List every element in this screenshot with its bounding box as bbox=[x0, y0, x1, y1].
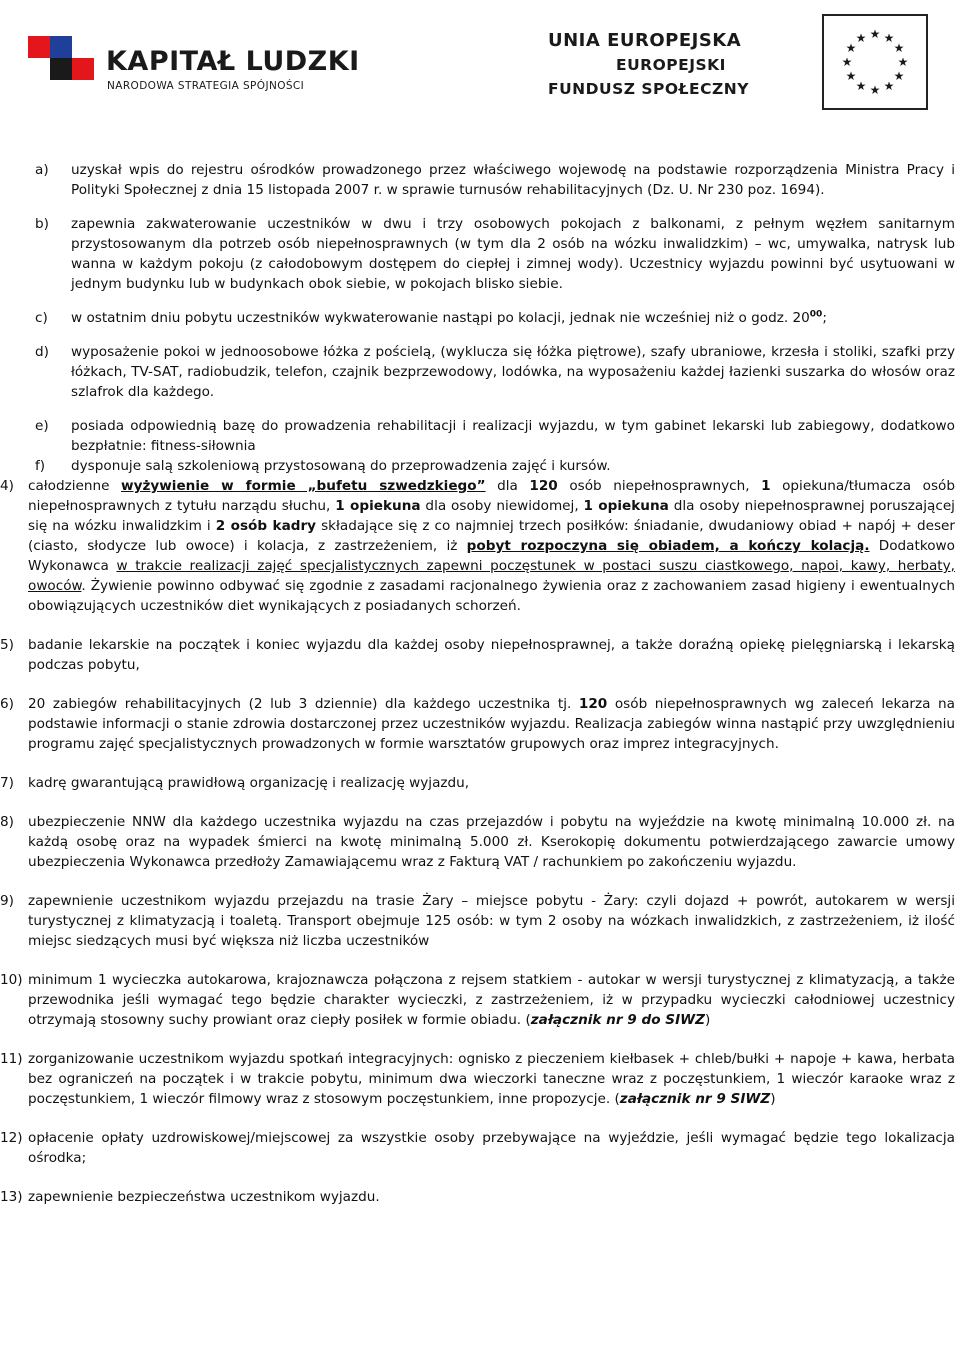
p4-text-9: dla osoby niewidomej, bbox=[420, 498, 584, 514]
item-text: w ostatnim dniu pobytu uczestników wykwaterowanie nastąpi po kolacji, jednak nie wcześniej niż o godz. 20 bbox=[71, 310, 810, 326]
logo-square-red bbox=[28, 36, 50, 58]
eu-logo-line3: FUNDUSZ SPOŁECZNY bbox=[548, 80, 749, 98]
item-label: a) bbox=[35, 162, 49, 178]
p4-text-11: dla osoby niepełnosprawnej poruszającej się na wózku inwalidzkim i bbox=[28, 498, 955, 534]
item-text: zapewnienie bezpieczeństwa uczestnikom wyjazdu. bbox=[28, 1189, 380, 1205]
svg-text:★: ★ bbox=[855, 79, 867, 93]
svg-text:★: ★ bbox=[883, 79, 895, 93]
eu-logo-line2: EUROPEJSKI bbox=[616, 56, 726, 74]
svg-text:★: ★ bbox=[845, 69, 857, 83]
p6-text-1: 20 zabiegów rehabilitacyjnych (2 lub 3 dziennie) dla każdego uczestnika tj. bbox=[28, 696, 579, 712]
list-item-11 bbox=[0, 1049, 955, 1109]
item-label: 6) bbox=[0, 696, 14, 712]
logo-square-dark bbox=[50, 58, 72, 80]
list-item-9 bbox=[0, 891, 955, 951]
logo-subtitle: NARODOWA STRATEGIA SPÓJNOŚCI bbox=[107, 80, 305, 92]
item-text: uzyskał wpis do rejestru ośrodków prowadzonego przez właściwego wojewodę na podstawie rozporządzenia Ministra Pracy i Polityki Społecznej z dnia 15 listopada 2007 r. w sprawie turnusów rehabilitacyjnych (Dz. U. Nr 230 poz. 1694). bbox=[71, 162, 955, 198]
item-label: 13) bbox=[0, 1189, 23, 1205]
list-item-a bbox=[0, 160, 955, 200]
p4-buffet: wyżywienie w formie „bufetu szwedzkiego” bbox=[121, 478, 486, 494]
list-item-f bbox=[0, 456, 955, 476]
item-text: wyposażenie pokoi w jednoosobowe łóżka z pościelą, (wyklucza się łóżka piętrowe), szafy ubraniowe, krzesła i stoliki, szafki przy łóżkach, TV-SAT, radiobudzik, telefon, czajnik bezprzewodowy, lodówka, na wyposażeniu każdej łazienki suszarka do włosów oraz szlafrok dla każdego. bbox=[71, 344, 955, 400]
p4-kadra: 2 osób kadry bbox=[215, 518, 317, 534]
svg-text:★: ★ bbox=[893, 41, 905, 55]
kapital-ludzki-logo bbox=[28, 14, 388, 94]
svg-text:★: ★ bbox=[897, 55, 909, 69]
item-end: ; bbox=[822, 310, 827, 326]
p4-pobyt: pobyt rozpoczyna się obiadem, a kończy kolacją. bbox=[466, 538, 870, 554]
p11-attachment: załącznik nr 9 SIWZ bbox=[619, 1091, 771, 1107]
document-body bbox=[0, 160, 960, 1207]
item-text: opłacenie opłaty uzdrowiskowej/miejscowej za wszystkie osoby przebywające na wyjeździe, jeśli wymagać będzie tego lokalizacja ośrodka; bbox=[28, 1130, 955, 1166]
p4-text-3: dla bbox=[485, 478, 530, 494]
item-label: b) bbox=[35, 216, 49, 232]
p4-text-15: Dodatkowo Wykonawca bbox=[28, 538, 955, 574]
item-label: 11) bbox=[0, 1051, 23, 1067]
list-item-5 bbox=[0, 635, 955, 675]
p6-count: 120 bbox=[578, 696, 608, 712]
item-label: 4) bbox=[0, 478, 14, 494]
p4-text-17: . Żywienie powinno odbywać się zgodnie z zasadami racjonalnego żywienia oraz z zachowaniem zasad higieny i ewentualnych obowiązujących uczestników diet wynikających z posiadanych schorzeń. bbox=[28, 578, 955, 614]
item-label: c) bbox=[35, 310, 48, 326]
p4-text-7: opiekuna/tłumacza osób niepełnosprawnych z tytułu narządu słuchu, bbox=[28, 478, 955, 514]
list-item-8 bbox=[0, 812, 955, 872]
item-text: ubezpieczenie NNW dla każdego uczestnika wyjazdu na czas przejazdów i pobytu na wyjeździe na kwotę minimalną 10.000 zł. na każdą osobę oraz na wypadek śmierci na kwotę minimalną 5.000 zł. Kserokopię dokumentu potwierdzającego zawarcie umowy ubezpieczenia Wykonawca przedłoży Zamawiającemu wraz z Fakturą VAT / rachunkiem po zakończeniu wyjazdu. bbox=[28, 814, 955, 870]
item-label: 12) bbox=[0, 1130, 23, 1146]
svg-text:★: ★ bbox=[845, 41, 857, 55]
item-label: 9) bbox=[0, 893, 14, 909]
list-item-6 bbox=[0, 694, 955, 754]
list-item-4 bbox=[0, 476, 955, 616]
svg-text:★: ★ bbox=[869, 83, 881, 97]
svg-text:★: ★ bbox=[869, 27, 881, 41]
svg-text:★: ★ bbox=[855, 31, 867, 45]
logo-square-red-2 bbox=[72, 58, 94, 80]
item-text: zapewnienie uczestnikom wyjazdu przejazdu na trasie Żary – miejsce pobytu - Żary: czyli dojazd + powrót, autokarem w wersji turystycznej z klimatyzacją i toaletą. Transport obejmuje 125 osób: w tym 2 osoby na wózkach inwalidzkich, z zastrzeżeniem, iż ilość miejsc siedzących musi być większa niż liczba uczestników bbox=[28, 893, 955, 949]
logo-square-blue bbox=[50, 36, 72, 58]
list-item-d bbox=[0, 342, 955, 402]
item-text: badanie lekarskie na początek i koniec wyjazdu dla każdej osoby niepełnosprawnej, a także doraźną opiekę pielęgniarską i lekarską podczas pobytu, bbox=[28, 637, 955, 673]
p4-count: 120 bbox=[529, 478, 558, 494]
item-text: posiada odpowiednią bazę do prowadzenia rehabilitacji i realizacji wyjazdu, w tym gabinet lekarski lub zabiegowy, dodatkowo bezpłatnie: fitness-siłownia bbox=[71, 418, 955, 454]
p4-text-5: osób niepełnosprawnych, bbox=[557, 478, 762, 494]
item-text: zapewnia zakwaterowanie uczestników w dwu i trzy osobowych pokojach z balkonami, z pełnym węzłem sanitarnym przystosowanym dla potrzeb osób niepełnosprawnych (w tym dla 2 osób na wózku inwalidzkim) – wc, umywalka, natrysk lub wanna w każdym pokoju (z całodobowym dostępem do ciepłej i zimnej wody). Uczestnicy wyjazdu powinni być usytuowani w jednym budynku lub w budynkach obok siebie, w pokojach blisko siebie. bbox=[71, 216, 955, 292]
list-item-12 bbox=[0, 1128, 955, 1168]
p4-opiekun-2: 1 opiekuna bbox=[583, 498, 669, 514]
p6-text-3: osób niepełnosprawnych wg zaleceń lekarza na podstawie informacji o stanie zdrowia dostarczonej przez uczestników wyjazdu. Realizacja zabiegów winna nastąpić przy uwzględnieniu programu zajęć specjalistycznych prowadzonych w formie warsztatów grupowych oraz imprez integracyjnych. bbox=[28, 696, 955, 752]
list-item-13 bbox=[0, 1187, 955, 1207]
p10-attachment: załącznik nr 9 do SIWZ bbox=[530, 1012, 705, 1028]
p11-text-3: ) bbox=[770, 1091, 776, 1107]
item-label: 5) bbox=[0, 637, 14, 653]
item-label: 10) bbox=[0, 972, 23, 988]
p4-text-13: składające się z co najmniej trzech posiłków: śniadanie, dwudaniowy obiad + napój + deser (ciasto, słodycze lub owoce) i kolacja, z zastrzeżeniem, iż bbox=[28, 518, 955, 554]
item-label: e) bbox=[35, 418, 49, 434]
svg-text:★: ★ bbox=[893, 69, 905, 83]
item-text: kadrę gwarantującą prawidłową organizację i realizację wyjazdu, bbox=[28, 775, 470, 791]
p4-text-1: całodzienne bbox=[28, 478, 122, 494]
eu-logo bbox=[548, 14, 948, 104]
p10-text-1: minimum 1 wycieczka autokarowa, krajoznawcza połączona z rejsem statkiem - autokar w wersji turystycznej z klimatyzacją, a także przewodnika jeśli wymagać tego będzie charakter wycieczki, z zastrzeżeniem, iż w przypadku wycieczki całodniowej uczestnicy otrzymają stosowny suchy prowiant oraz ciepły posiłek w formie obiadu. ( bbox=[28, 972, 955, 1028]
list-item-e bbox=[0, 416, 955, 456]
item-text: dysponuje salą szkoleniową przystosowaną do przeprowadzenia zajęć i kursów. bbox=[71, 458, 611, 474]
p10-text-3: ) bbox=[705, 1012, 711, 1028]
p4-poczestunek: w trakcie realizacji zajęć specjalistycznych zapewni poczęstunek w postaci suszu ciastkowego, napoi, kawy, herbaty, owoców bbox=[28, 558, 956, 594]
item-label: f) bbox=[35, 458, 46, 474]
eu-logo-line1: UNIA EUROPEJSKA bbox=[548, 30, 742, 51]
eu-flag-icon bbox=[822, 14, 928, 110]
item-label: d) bbox=[35, 344, 49, 360]
p4-one: 1 bbox=[761, 478, 771, 494]
list-item-10 bbox=[0, 970, 955, 1030]
list-item-b bbox=[0, 214, 955, 294]
list-item-c bbox=[0, 308, 955, 328]
page-header bbox=[0, 0, 960, 115]
eu-stars-icon bbox=[824, 16, 926, 108]
svg-text:★: ★ bbox=[841, 55, 853, 69]
p4-opiekun-1: 1 opiekuna bbox=[335, 498, 421, 514]
item-label: 7) bbox=[0, 775, 14, 791]
item-label: 8) bbox=[0, 814, 14, 830]
logo-title: KAPITAŁ LUDZKI bbox=[106, 46, 360, 77]
list-item-7 bbox=[0, 773, 955, 793]
item-sup: 00 bbox=[809, 309, 823, 320]
svg-text:★: ★ bbox=[883, 31, 895, 45]
p11-text-1: zorganizowanie uczestnikom wyjazdu spotkań integracyjnych: ognisko z pieczeniem kiełbasek + chleb/bułki + napoje + kawa, herbata bez ograniczeń na początek i w trakcie pobytu, minimum dwa wieczorki taneczne wraz z poczęstunkiem, 1 wieczór karaoke wraz z poczęstunkiem, 1 wieczór filmowy wraz z stosowym poczęstunkiem, inne propozycje. ( bbox=[28, 1051, 955, 1107]
